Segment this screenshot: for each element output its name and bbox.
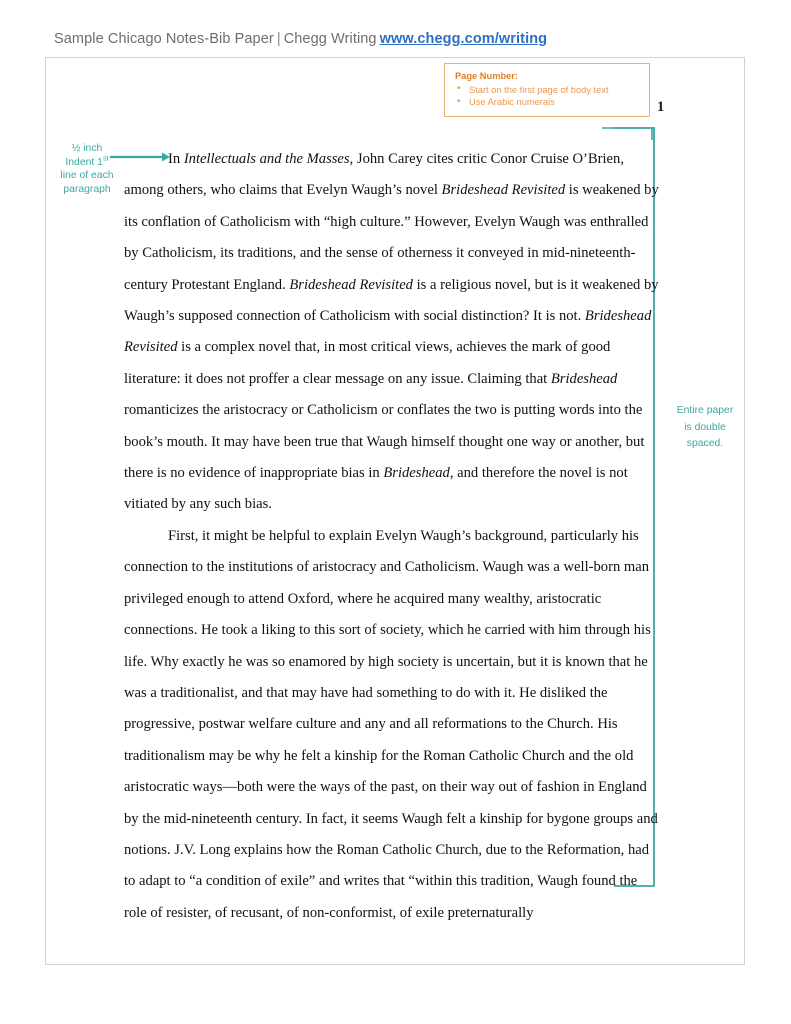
annotation-indent-line2-text: Indent 1 <box>65 156 103 168</box>
annotation-indent-line1: ½ inch <box>71 143 103 154</box>
callout-page-number <box>444 63 650 117</box>
callout-page-number-title: Page Number: <box>455 71 519 81</box>
body-paragraph-1: In Intellectuals and the Masses, John Carey cites critic Conor Cruise O’Brien, among others, who claims that Evelyn Waugh’s novel Brideshead Revisited is weakened by its conflation of Catholicism with “high culture.” However, Evelyn Waugh was enthralled by Catholicism, its traditions, and the sense of otherness it conveyed in mid-nineteenth-century Protestant England. Brideshead Revisited is a religious novel, but is it weakened by Waugh’s supposed connection of Catholicism with social distinction? It is not. Brideshead Revisited is a complex novel that, in most critical views, achieves the mark of good literature: it does not proffer a clear message on any issue. Claiming that Brideshead romanticizes the aristocracy or Catholicism or conflates the two is putting words into the book’s mouth. It may have been true that Waugh himself thought one way or another, but there is no evidence of inappropriate bias in Brideshead, and therefore the novel is not vitiated by any such bias. <box>124 151 659 513</box>
callout-page-number-bullet-list <box>455 84 641 109</box>
body-paragraph-2: First, it might be helpful to explain Evelyn Waugh’s background, particularly his connection to the institutions of aristocracy and Catholicism. Waugh was a well-born man privileged enough to attend Oxford, where he acquired many wealthy, aristocratic connections. He took a liking to this sort of society, which he carried with him through his life. Why exactly he was so enamored by high society is uncertain, but it is known that he was a traditionalist, and that may have had something to do with it. He disliked the progressive, postwar welfare culture and any and all reformations to the Church. His traditionalism may be why he felt a kinship for the Roman Catholic Church and the old aristocratic ways—both were the ways of the past, on their way out of fashion in England by the mid-nineteenth century. In fact, it seems Waugh felt a kinship for bygone groups and notions. J.V. Long explains how the Roman Catholic Church, due to the Reformation, had to adapt to “a condition of exile” and writes that “within this tradition, Waugh found the role of resister, of recusant, of non-conformist, of exile preternaturally <box>124 527 658 921</box>
annotation-double-spaced-line1: Entire paper <box>676 405 734 416</box>
callout-bullet-item: • Use Arabic numerals <box>455 96 641 109</box>
annotation-double-spaced <box>663 403 747 453</box>
document-page-number: 1 <box>657 99 665 115</box>
annotation-double-spaced-line3: spaced. <box>686 438 724 450</box>
document-body-text <box>124 144 659 929</box>
annotation-indent-line3: line of each <box>60 170 114 182</box>
annotation-indent-ordinal-suffix: st <box>102 153 109 163</box>
header-title: Sample Chicago Notes-Bib Paper <box>54 31 274 47</box>
chegg-writing-link[interactable]: www.chegg.com/writing <box>379 31 548 47</box>
annotation-indent-line4: paragraph <box>63 183 111 195</box>
header-separator: | <box>276 31 281 47</box>
callout-bullet-item: • Start on the first page of body text <box>455 84 641 97</box>
header-brand: Chegg Writing <box>283 31 377 47</box>
annotation-double-spaced-line2: is double <box>684 421 726 433</box>
page-header-caption <box>54 31 547 47</box>
callout-connector-line <box>600 126 658 140</box>
